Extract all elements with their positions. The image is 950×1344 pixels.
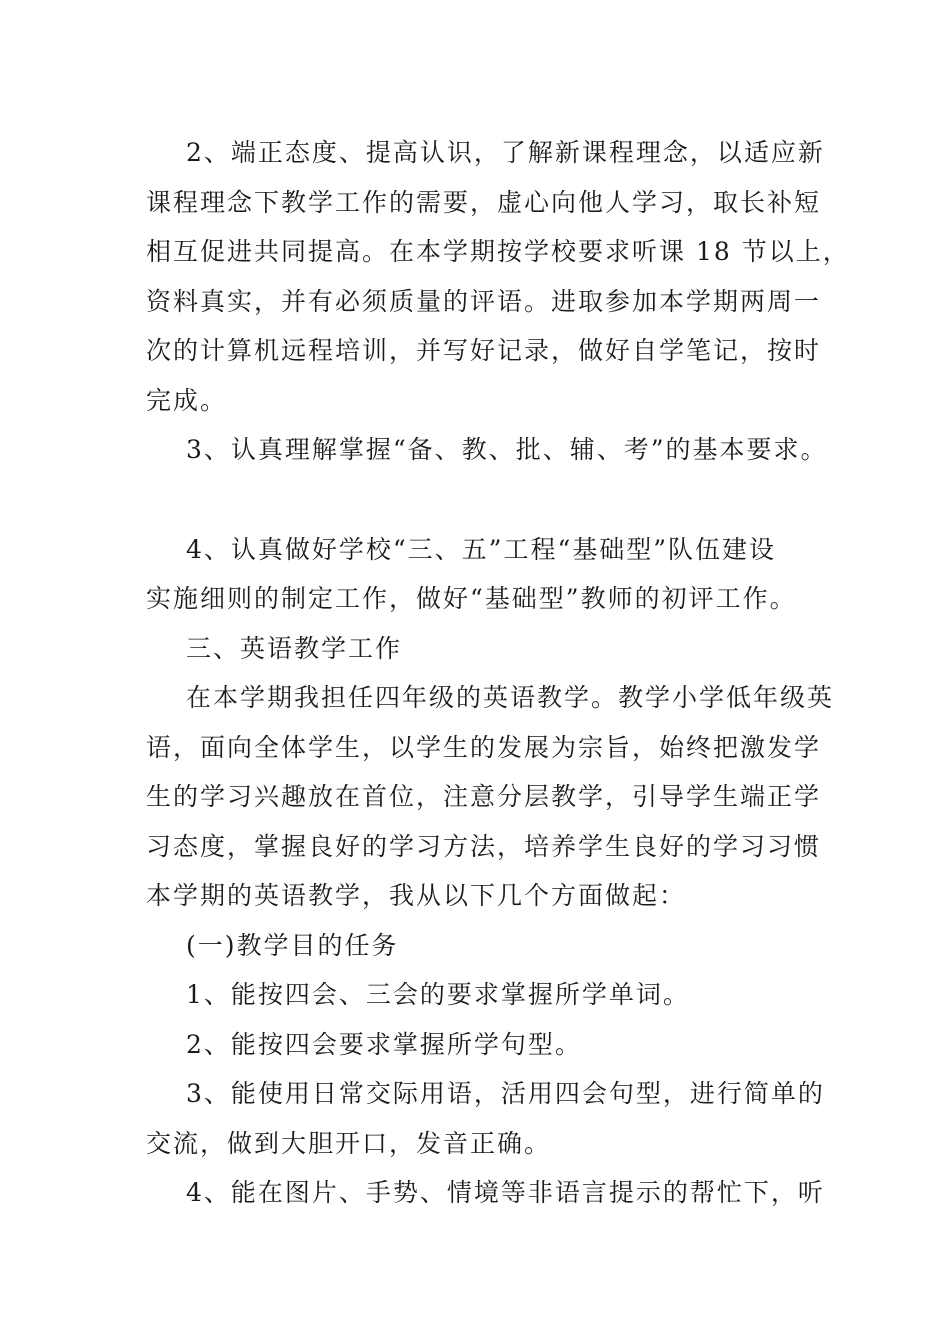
- text-line: 4、能在图片、手势、情境等非语言提示的帮忙下，听: [186, 1178, 825, 1207]
- text-line: 1、能按四会、三会的要求掌握所学单词。: [186, 980, 690, 1009]
- text-line: 资料真实，并有必须质量的评语。进取参加本学期两周一: [146, 286, 822, 316]
- goal-item-1: [146, 970, 810, 1020]
- text-line: 3、认真理解掌握“备、教、批、辅、考”的基本要求。: [186, 435, 828, 464]
- goal-item-2: [146, 1020, 810, 1070]
- document-page: [146, 128, 850, 1218]
- text-line: 本学期的英语教学，我从以下几个方面做起：: [146, 881, 687, 910]
- text-line: 语，面向全体学生，以学生的发展为宗旨，始终把激发学: [146, 732, 822, 762]
- text-line: 完成。: [146, 385, 228, 415]
- text-line: 4、认真做好学校“三、五”工程“基础型”队伍建设: [186, 534, 777, 564]
- paragraph-item-4: [146, 525, 810, 624]
- text-line: 在本学期我担任四年级的英语教学。教学小学低年级英: [186, 683, 835, 712]
- paragraph-item-3: [146, 425, 828, 475]
- text-line: 实施细则的制定工作，做好“基础型”教师的初评工作。: [146, 584, 797, 613]
- text-line: 课程理念下教学工作的需要，虚心向他人学习，取长补短: [146, 187, 822, 217]
- section-heading: [146, 624, 810, 674]
- subsection-heading: [146, 921, 810, 971]
- paragraph-item-2: [146, 128, 850, 425]
- text-line: 次的计算机远程培训，并写好记录，做好自学笔记，按时: [146, 336, 822, 365]
- text-line: 3、能使用日常交际用语，活用四会句型，进行简单的: [186, 1079, 825, 1108]
- text-line: 2、端正态度、提高认识，了解新课程理念，以适应新: [186, 138, 825, 167]
- text-line: 习态度，掌握良好的学习方法，培养学生良好的学习习惯: [146, 831, 822, 861]
- goal-item-3: [146, 1069, 825, 1168]
- text-line: (一)教学目的任务: [186, 930, 399, 960]
- goal-item-4: [146, 1168, 825, 1218]
- text-line: 相互促进共同提高。在本学期按学校要求听课 18 节以上，: [146, 237, 850, 266]
- text-line: 交流，做到大胆开口，发音正确。: [146, 1128, 552, 1158]
- text-line: 生的学习兴趣放在首位，注意分层教学，引导学生端正学: [146, 782, 822, 811]
- paragraph-english-teaching: [146, 673, 835, 921]
- text-line: 三、英语教学工作: [186, 633, 403, 663]
- text-line: 2、能按四会要求掌握所学句型。: [186, 1029, 582, 1059]
